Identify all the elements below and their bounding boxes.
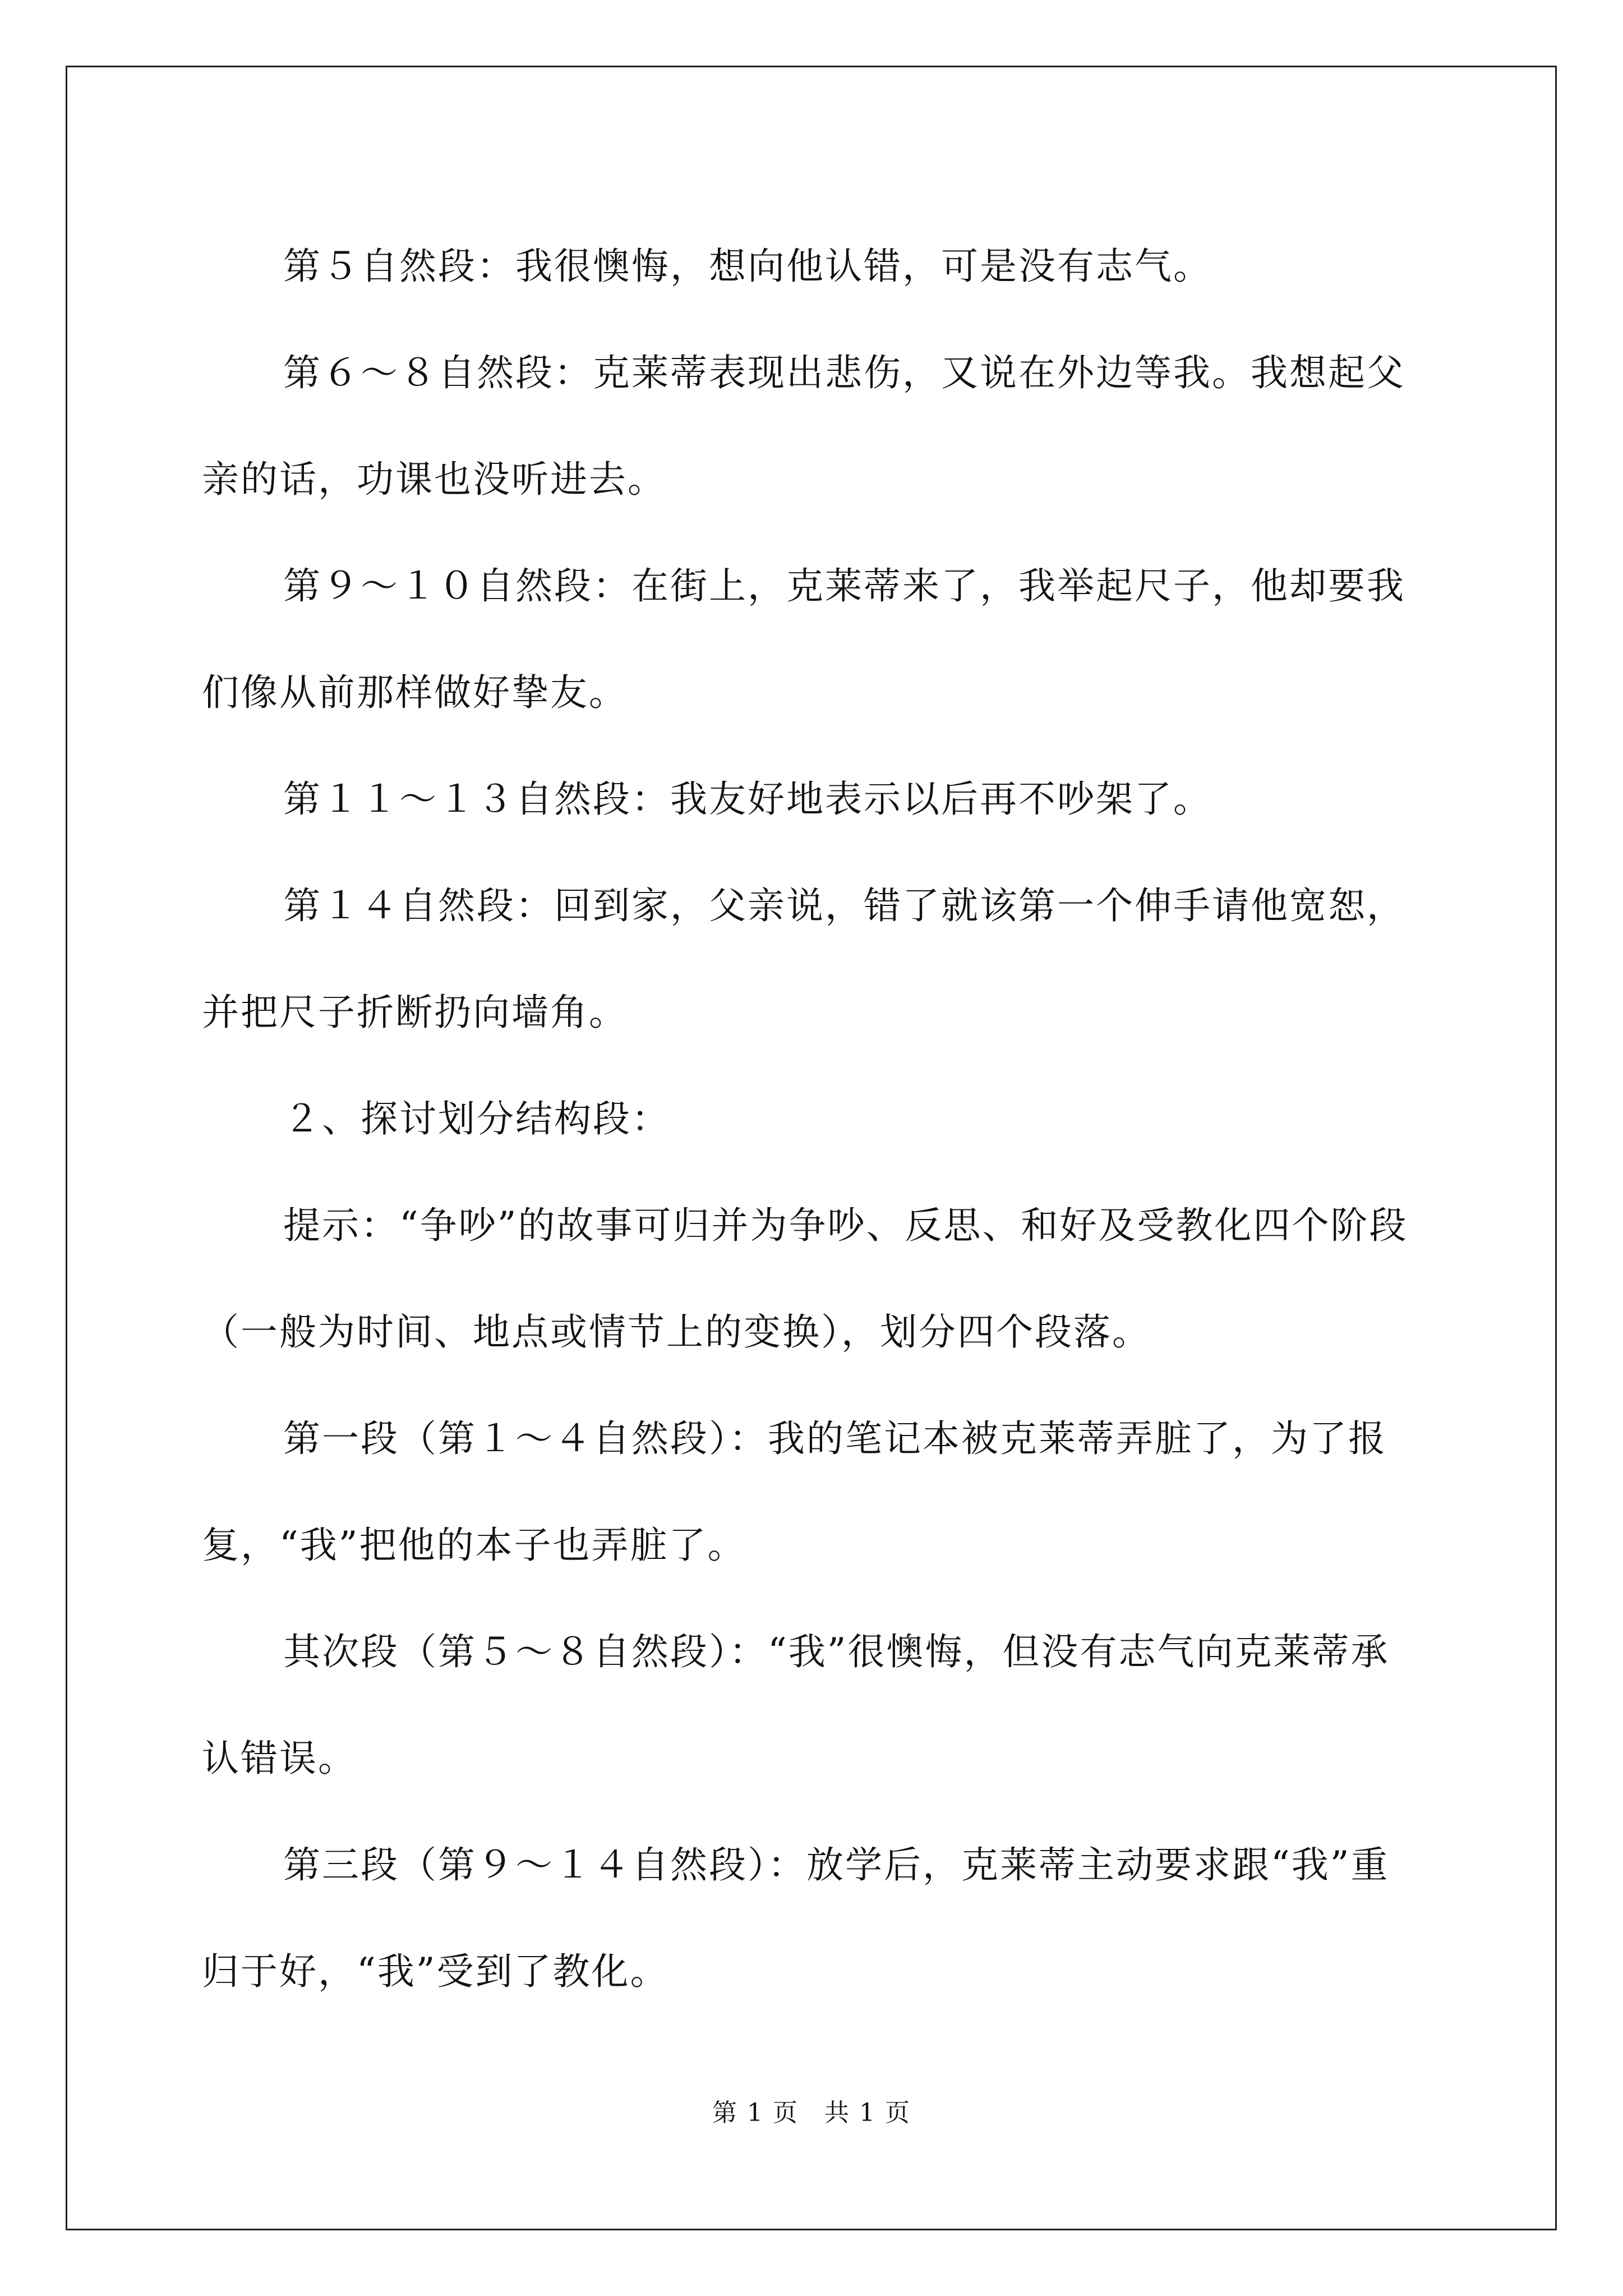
paragraph: 提示：“争吵”的故事可归并为争吵、反思、和好及受教化四个阶段（一般为时间、地点或情节上的变换），划分四个段落。 xyxy=(202,1204,1408,1354)
paragraph: 其次段（第５～８自然段）：“我”很懊悔，但没有志气向克莱蒂承认错误。 xyxy=(202,1630,1390,1780)
paragraph: 第１１～１３自然段：我友好地表示以后再不吵架了。 xyxy=(283,777,1212,821)
paragraph: 第三段（第９～１４自然段）：放学后，克莱蒂主动要求跟“我”重归于好，“我”受到了教化。 xyxy=(202,1843,1390,1993)
document-body xyxy=(202,213,1424,2025)
paragraph: 第６～８自然段：克莱蒂表现出悲伤，又说在外边等我。我想起父亲的话，功课也没听进去。 xyxy=(202,351,1405,501)
paragraph: 第９～１０自然段：在街上，克莱蒂来了，我举起尺子，他却要我们像从前那样做好挚友。 xyxy=(202,564,1405,714)
paragraph: 第１４自然段：回到家，父亲说，错了就该第一个伸手请他宽恕，并把尺子折断扔向墙角。 xyxy=(202,884,1405,1034)
section-heading: ２、探讨划分结构段： xyxy=(283,1097,670,1140)
paragraph: 第一段（第１～４自然段）：我的笔记本被克莱蒂弄脏了，为了报复，“我”把他的本子也弄脏了。 xyxy=(202,1417,1387,1567)
paragraph: 第５自然段：我很懊悔，想向他认错，可是没有志气。 xyxy=(283,245,1212,288)
page-footer: 第 1 页 共 1 页 xyxy=(712,2099,911,2127)
